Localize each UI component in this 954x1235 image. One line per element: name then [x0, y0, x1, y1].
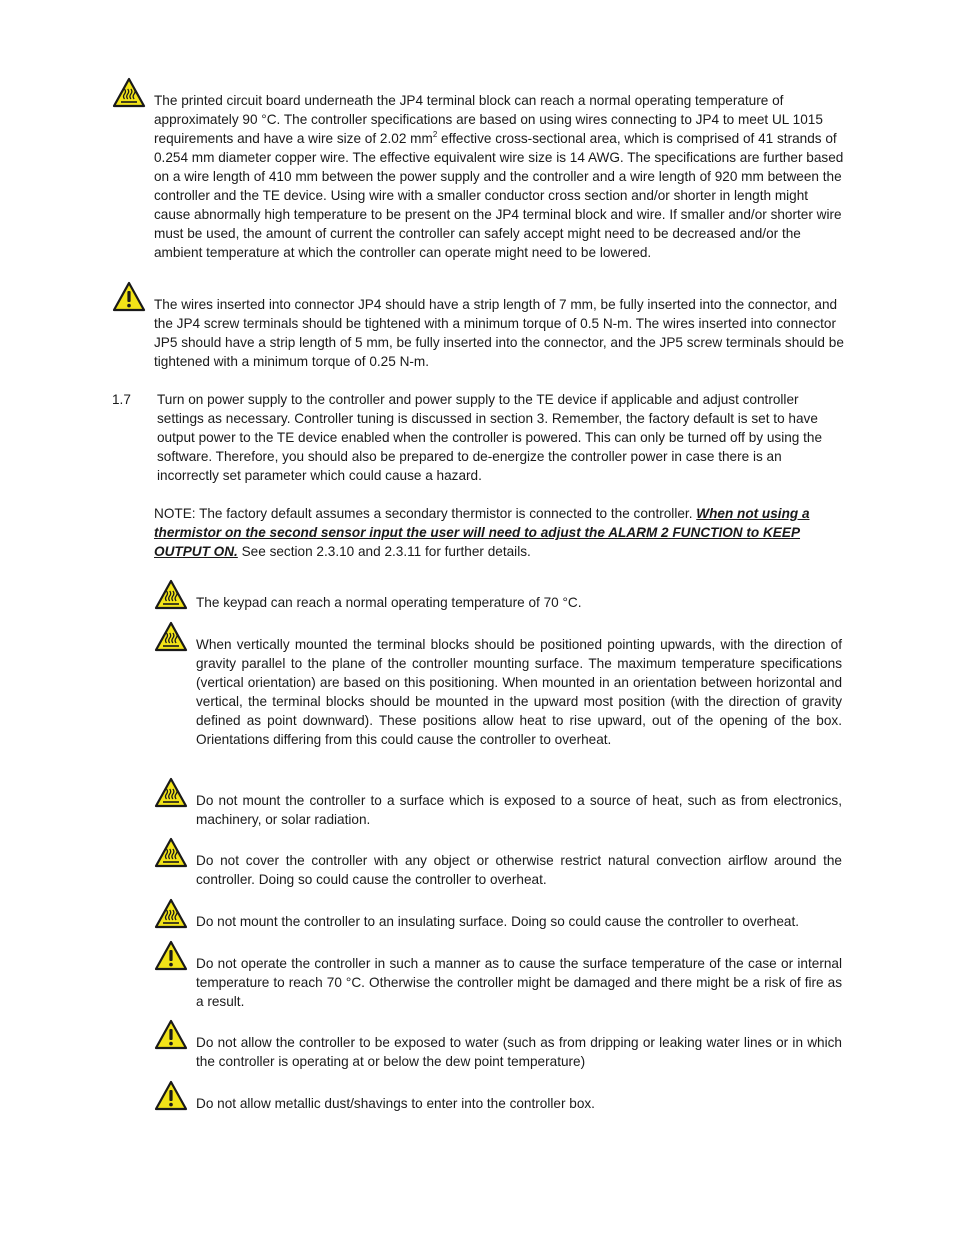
section-number: 1.7: [112, 392, 131, 407]
hot-surface-icon: [112, 77, 146, 109]
hot-surface-icon: [154, 621, 188, 653]
warning-item: Do not cover the controller with any object or otherwise restrict natural convection airflow around the controller. Doing so could cause the controller to overheat.: [196, 853, 842, 887]
caution-wire-strip: The wires inserted into connector JP4 should have a strip length of 7 mm, be fully inserted into the connector, and the JP4 screw terminals should be tightened with a minimum torque of 0.5 N-m. The wires inserted into connector JP5 should have a strip length of 5 mm, be fully inserted into the connector, and the JP5 screw terminals should be tightened with a minimum torque of 0.25 N-m.: [154, 297, 844, 369]
warning-item: Do not mount the controller to a surface which is exposed to a source of heat, such as from electronics, machinery, or solar radiation.: [196, 793, 842, 827]
hot-surface-warning-jp4: The printed circuit board underneath the JP4 terminal block can reach a normal operating temperature of approximately 90 °C. The controller specifications are based on using wires connecting to JP4 to meet UL 1015 requirements and have a wire size of 2.02 $mm^2$ effective cross-sectional area, which is comprised of 41 strands of 0.254 mm diameter copper wire. The effective equivalent wire size is 14 AWG. The specifications are further based on a wire length of 410 mm between the power supply and the controller and a wire length of 920 mm between the controller and the TE device. Using wire with a smaller conductor cross section and/or shorter in length might cause abnormally high temperature to be present on the JP4 terminal block and wire. If smaller and/or shorter wire must be used, the amount of current the controller can safely accept might need to be decreased and/or the ambient temperature at which the controller can operate might need to be lowered.: [154, 93, 844, 260]
hot-surface-icon: [154, 777, 188, 809]
caution-icon: [154, 1019, 188, 1051]
warning-item: Do not allow metallic dust/shavings to enter into the controller box.: [196, 1096, 595, 1111]
warning-item: Do not mount the controller to an insulating surface. Doing so could cause the controller to overheat.: [196, 914, 800, 929]
section-text: Turn on power supply to the controller and power supply to the TE device if applicable and adjust controller settings as necessary. Controller tuning is discussed in section 3. Remember, the factory default is set to have output power to the TE device enabled when the controller is powered. This can only be turned off by using the software. Therefore, you should also be prepared to de-energize the controller power in case there is an incorrectly set parameter which could cause a hazard.: [157, 392, 823, 483]
caution-icon: [112, 281, 146, 313]
hot-surface-icon: [154, 579, 188, 611]
hot-surface-icon: [154, 898, 188, 930]
warning-item: The keypad can reach a normal operating temperature of 70 °C.: [196, 595, 582, 610]
warning-item: When vertically mounted the terminal blocks should be positioned pointing upwards, with the direction of gravity parallel to the plane of the controller mounting surface. The maximum temperature specifications (vertical orientation) are based on this positioning. When mounted in an orientation between horizontal and vertical, the terminal blocks should be mounted in the upward most position (with the direction of gravity defined as point downward). These positions allow heat to rise upward, out of the opening of the box. Orientations differing from this could cause the controller to overheat.: [196, 637, 842, 747]
note-emphasis: When not using a thermistor on the second sensor input the user will need to adjust the ALARM 2 FUNCTION to KEEP OUTPUT ON.: [154, 506, 810, 559]
hot-surface-icon: [154, 837, 188, 869]
factory-default-note: NOTE: The factory default assumes a secondary thermistor is connected to the controller. When not using a thermistor on the second sensor input the user will need to adjust the ALARM 2 FUNCTION to KEEP OUTPUT ON. See section 2.3.10 and 2.3.11 for further details.: [154, 506, 810, 559]
warning-item: Do not operate the controller in such a manner as to cause the surface temperature of the case or internal temperature to reach 70 °C. Otherwise the controller might be damaged and there might be a risk of fire as a result.: [196, 956, 842, 1009]
warning-item: Do not allow the controller to be exposed to water (such as from dripping or leaking water lines or in which the controller is operating at or below the dew point temperature): [196, 1035, 842, 1069]
caution-icon: [154, 1080, 188, 1112]
caution-icon: [154, 940, 188, 972]
